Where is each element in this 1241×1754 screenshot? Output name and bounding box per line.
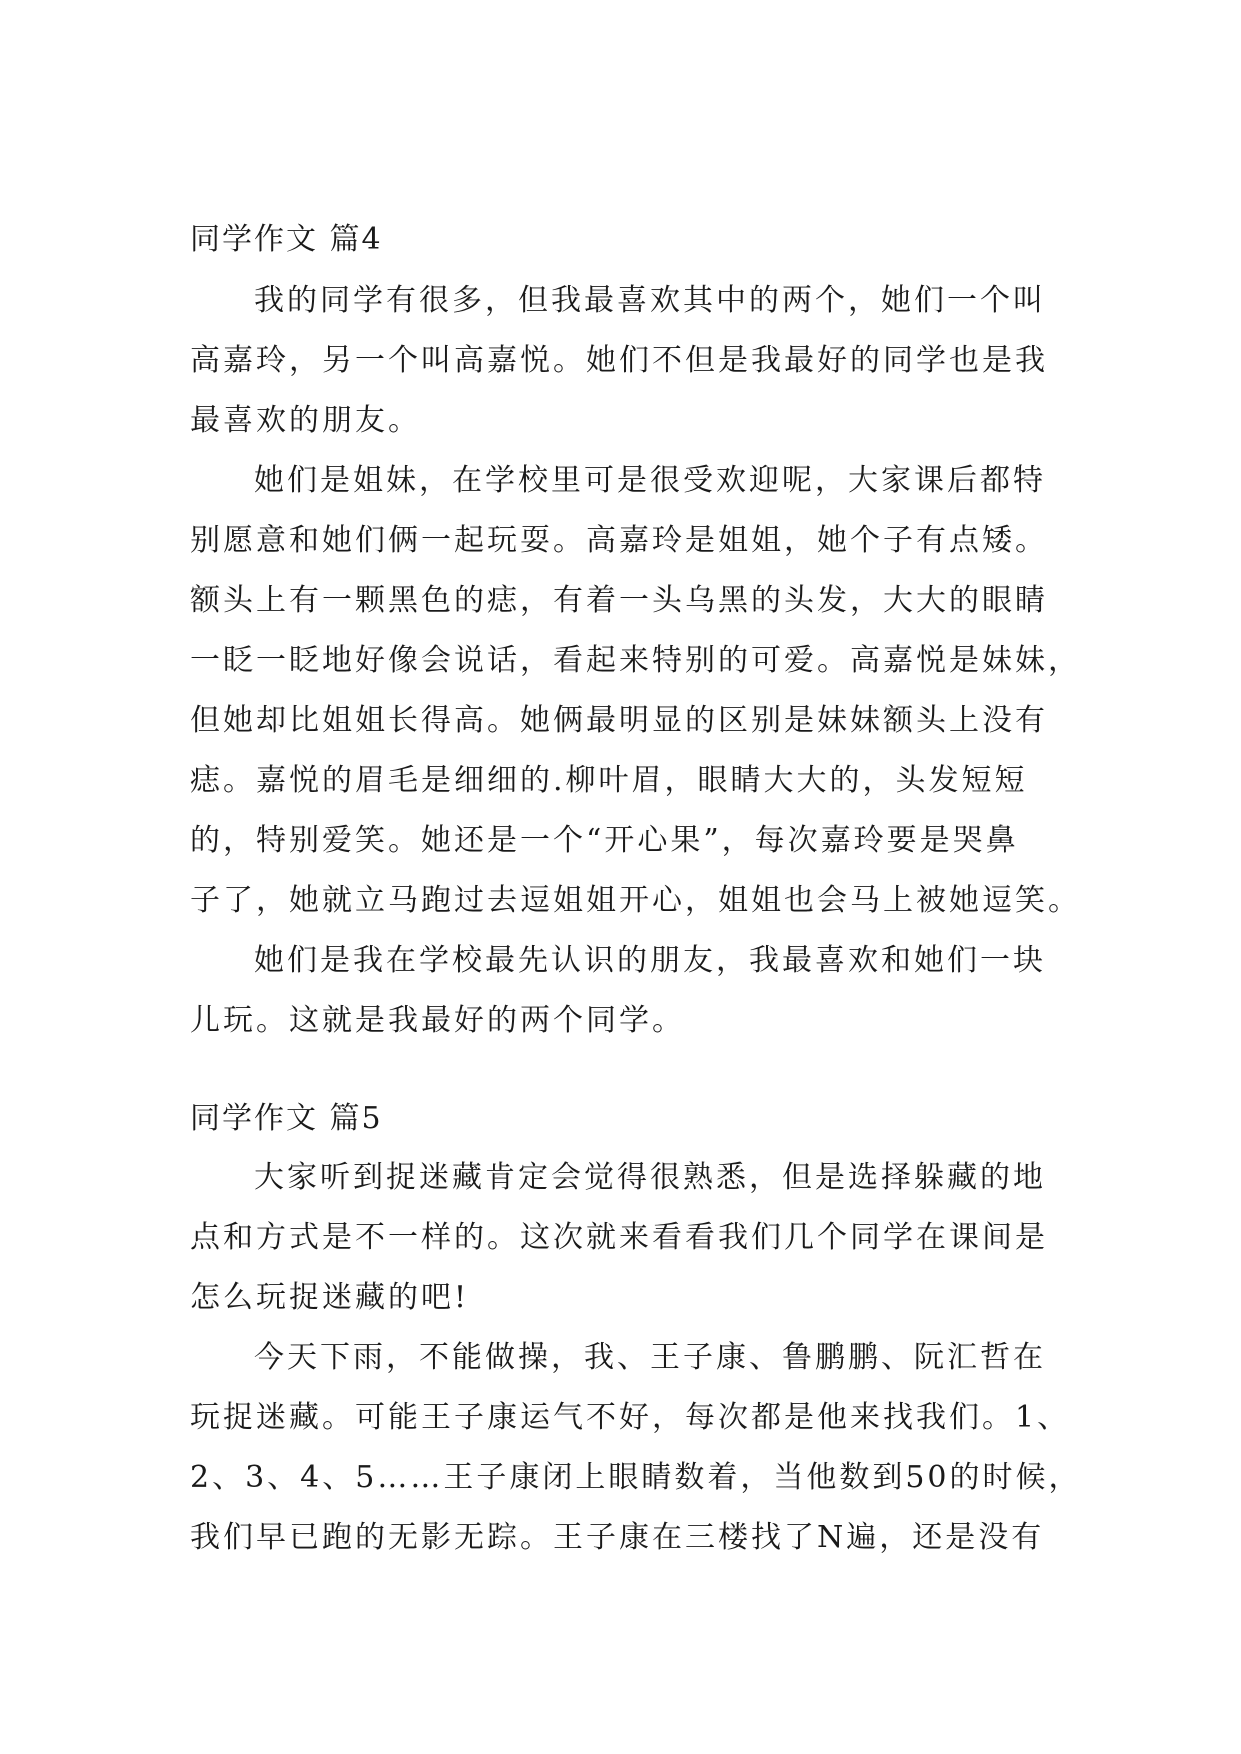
- paragraph-line: 儿玩。这就是我最好的两个同学。: [190, 1003, 685, 1038]
- paragraph-line: 她们是我在学校最先认识的朋友，我最喜欢和她们一块: [254, 943, 1046, 978]
- paragraph-line: 2、3、4、5……王子康闭上眼睛数着，当他数到50的时候，: [190, 1460, 1082, 1495]
- paragraph-line: 我们早已跑的无影无踪。王子康在三楼找了N遍，还是没有: [190, 1520, 1045, 1555]
- paragraph-line: 我的同学有很多，但我最喜欢其中的两个，她们一个叫: [254, 283, 1046, 318]
- paragraph-line: 一眨一眨地好像会说话，看起来特别的可爱。高嘉悦是妹妹，: [190, 643, 1081, 678]
- paragraph-line: 怎么玩捉迷藏的吧!: [190, 1280, 470, 1315]
- paragraph-line: 但她却比姐姐长得高。她俩最明显的区别是妹妹额头上没有: [190, 703, 1048, 738]
- paragraph-line: 子了，她就立马跑过去逗姐姐开心，姐姐也会马上被她逗笑。: [190, 883, 1081, 918]
- paragraph-line: 痣。嘉悦的眉毛是细细的.柳叶眉，眼睛大大的，头发短短: [190, 763, 1028, 798]
- paragraph-line: 别愿意和她们俩一起玩耍。高嘉玲是姐姐，她个子有点矮。: [190, 523, 1048, 558]
- paragraph-line: 大家听到捉迷藏肯定会觉得很熟悉，但是选择躲藏的地: [254, 1160, 1046, 1195]
- paragraph-line: 最喜欢的朋友。: [190, 403, 421, 438]
- paragraph-line: 点和方式是不一样的。这次就来看看我们几个同学在课间是: [190, 1220, 1048, 1255]
- paragraph-line: 额头上有一颗黑色的痣，有着一头乌黑的头发，大大的眼睛: [190, 583, 1048, 618]
- paragraph-line: 她们是姐妹，在学校里可是很受欢迎呢，大家课后都特: [254, 463, 1046, 498]
- paragraph-line: 玩捉迷藏。可能王子康运气不好，每次都是他来找我们。1、: [190, 1400, 1071, 1435]
- section-5-title: 同学作文 篇5: [190, 1101, 383, 1136]
- section-4-title: 同学作文 篇4: [190, 222, 383, 257]
- paragraph-line: 的，特别爱笑。她还是一个“开心果”，每次嘉玲要是哭鼻: [190, 823, 1019, 858]
- paragraph-line: 高嘉玲，另一个叫高嘉悦。她们不但是我最好的同学也是我: [190, 343, 1048, 378]
- paragraph-line: 今天下雨，不能做操，我、王子康、鲁鹏鹏、阮汇哲在: [254, 1340, 1046, 1375]
